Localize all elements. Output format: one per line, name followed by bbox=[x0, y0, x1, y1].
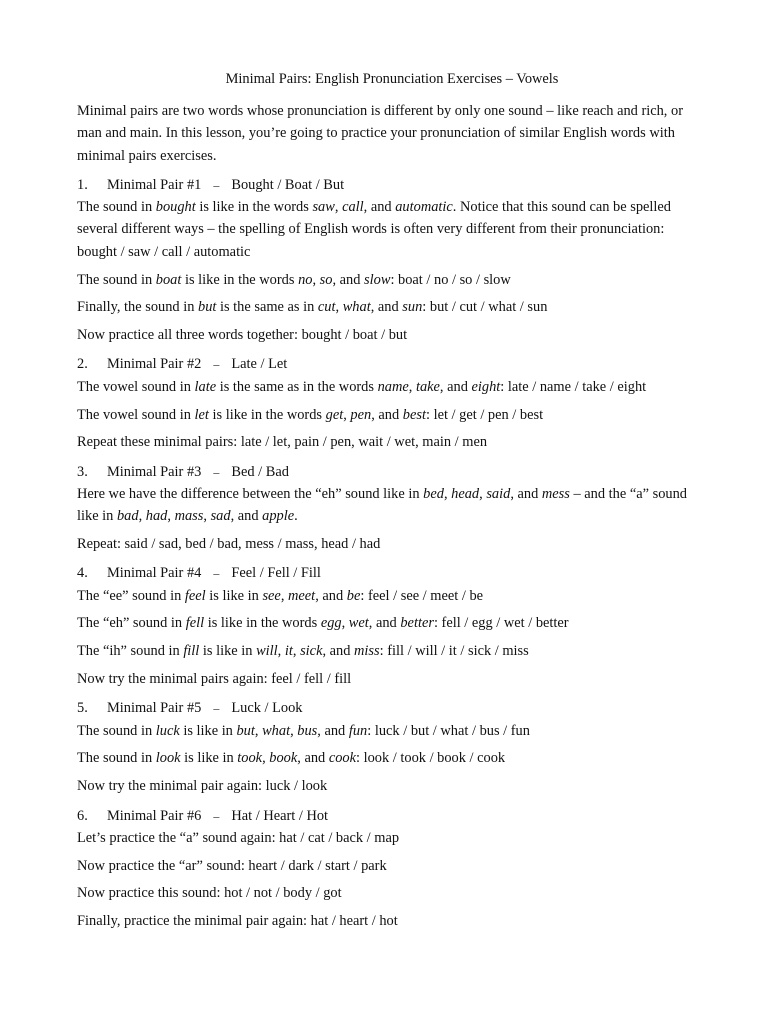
section-label: Minimal Pair #5 bbox=[107, 700, 202, 717]
example-word: book bbox=[269, 750, 298, 767]
section-number: 6. bbox=[77, 807, 88, 824]
section-paragraph: The “ih” sound in fill is like in will, it, sick, and miss: fill / will / it / sick / miss bbox=[77, 643, 529, 660]
section-dash: – bbox=[213, 464, 220, 479]
example-word: fill bbox=[183, 643, 200, 660]
example-word: what bbox=[262, 722, 291, 739]
example-word: mass bbox=[174, 508, 204, 525]
example-word: said bbox=[486, 485, 511, 502]
section-dash: – bbox=[213, 701, 220, 716]
section-dash: – bbox=[213, 177, 220, 192]
example-word: sick bbox=[300, 643, 323, 660]
example-word: slow bbox=[364, 271, 391, 288]
section-words: Bought / Boat / But bbox=[231, 176, 345, 193]
section-number: 5. bbox=[77, 700, 88, 717]
example-word: wet bbox=[348, 615, 369, 632]
example-word: best bbox=[402, 406, 426, 423]
section-dash: – bbox=[213, 566, 220, 581]
section-4 bbox=[77, 562, 707, 690]
section-paragraph: The “ee” sound in feel is like in see, meet, and be: feel / see / meet / be bbox=[77, 587, 484, 604]
example-word: pen bbox=[350, 406, 372, 423]
example-word: bus bbox=[297, 722, 318, 739]
section-number: 1. bbox=[77, 176, 88, 193]
section-words: Late / Let bbox=[231, 356, 288, 373]
example-word: no bbox=[298, 271, 313, 288]
section-number: 4. bbox=[77, 565, 88, 582]
section-6 bbox=[77, 805, 707, 933]
section-label: Minimal Pair #6 bbox=[107, 807, 202, 824]
example-word: what bbox=[342, 299, 371, 316]
section-heading bbox=[77, 805, 707, 827]
section-label: Minimal Pair #3 bbox=[107, 463, 202, 480]
example-word: apple bbox=[262, 508, 295, 525]
section-heading bbox=[77, 461, 707, 483]
example-word: take bbox=[415, 378, 440, 395]
section-1 bbox=[77, 174, 707, 347]
document-page bbox=[77, 68, 707, 938]
example-word: sad bbox=[210, 508, 231, 525]
example-word: egg bbox=[320, 615, 342, 632]
section-paragraph: Finally, practice the minimal pair again: hat / heart / hot bbox=[77, 913, 398, 930]
section-paragraph: Here we have the difference between the “eh” sound like in bed, head, said, and mess – and the “a” sound like in bad, had, mass, sad, and apple. bbox=[77, 485, 687, 525]
example-word: fell bbox=[185, 615, 205, 632]
example-word: miss bbox=[354, 643, 380, 660]
example-word: better bbox=[400, 615, 434, 632]
example-word: let bbox=[194, 406, 209, 423]
section-label: Minimal Pair #2 bbox=[107, 356, 202, 373]
section-heading bbox=[77, 353, 707, 375]
section-label: Minimal Pair #1 bbox=[107, 176, 202, 193]
example-word: took bbox=[237, 750, 263, 767]
example-word: head bbox=[451, 485, 480, 502]
section-paragraph: The sound in look is like in took, book, and cook: look / took / book / cook bbox=[77, 750, 506, 767]
section-paragraph: Let’s practice the “a” sound again: hat / cat / back / map bbox=[77, 829, 400, 846]
example-word: sun bbox=[402, 299, 423, 316]
example-word: will bbox=[256, 643, 278, 660]
example-word: mess bbox=[541, 485, 570, 502]
section-paragraph: The vowel sound in let is like in the words get, pen, and best: let / get / pen / best bbox=[77, 406, 544, 423]
document-title: Minimal Pairs: English Pronunciation Exercises – Vowels bbox=[225, 71, 559, 87]
example-word: meet bbox=[288, 587, 316, 604]
section-heading bbox=[77, 562, 707, 584]
section-number: 3. bbox=[77, 463, 88, 480]
section-paragraph: Now practice this sound: hot / not / body / got bbox=[77, 885, 342, 902]
section-paragraph: Now try the minimal pair again: luck / look bbox=[77, 778, 328, 795]
section-dash: – bbox=[213, 808, 220, 823]
example-word: so bbox=[319, 271, 333, 288]
example-word: feel bbox=[184, 587, 206, 604]
section-number: 2. bbox=[77, 356, 88, 373]
example-word: cut bbox=[317, 299, 336, 316]
example-word: automatic bbox=[395, 199, 453, 216]
sections-container bbox=[77, 174, 707, 933]
section-dash: – bbox=[213, 357, 220, 372]
example-word: call bbox=[342, 199, 364, 216]
section-heading bbox=[77, 174, 707, 196]
section-paragraph: The “eh” sound in fell is like in the words egg, wet, and better: fell / egg / wet / better bbox=[77, 615, 569, 632]
example-word: see bbox=[262, 587, 281, 604]
example-word: late bbox=[194, 378, 217, 395]
example-word: but bbox=[236, 722, 255, 739]
section-2 bbox=[77, 353, 707, 453]
section-paragraph: Finally, the sound in but is the same as in cut, what, and sun: but / cut / what / sun bbox=[77, 299, 548, 316]
section-label: Minimal Pair #4 bbox=[107, 565, 202, 582]
section-words: Bed / Bad bbox=[231, 463, 289, 480]
example-word: be bbox=[346, 587, 361, 604]
section-paragraph: Repeat these minimal pairs: late / let, pain / pen, wait / wet, main / men bbox=[77, 434, 488, 451]
section-paragraph: Now try the minimal pairs again: feel / fell / fill bbox=[77, 671, 352, 688]
section-paragraph: The sound in luck is like in but, what, bus, and fun: luck / but / what / bus / fun bbox=[77, 722, 530, 739]
example-word: bad bbox=[116, 508, 139, 525]
section-paragraph: Now practice the “ar” sound: heart / dark / start / park bbox=[77, 857, 387, 874]
section-paragraph: Repeat: said / sad, bed / bad, mess / mass, head / had bbox=[77, 536, 381, 553]
example-word: had bbox=[145, 508, 168, 525]
example-word: get bbox=[325, 406, 344, 423]
example-word: look bbox=[155, 750, 181, 767]
example-word: name bbox=[377, 378, 409, 395]
example-word: bought bbox=[155, 199, 196, 216]
section-words: Feel / Fell / Fill bbox=[231, 565, 321, 582]
section-words: Hat / Heart / Hot bbox=[231, 807, 329, 824]
section-5 bbox=[77, 697, 707, 797]
example-word: saw bbox=[312, 199, 335, 216]
section-paragraph: The sound in bought is like in the words saw, call, and automatic. Notice that this sound can be spelled several different ways – the spelling of English words is often very different from their pronunciation: bought / saw / call / automatic bbox=[77, 199, 672, 260]
section-paragraph: The vowel sound in late is the same as in the words name, take, and eight: late / name / take / eight bbox=[77, 378, 647, 395]
section-paragraph: The sound in boat is like in the words no, so, and slow: boat / no / so / slow bbox=[77, 271, 511, 288]
example-word: luck bbox=[155, 722, 180, 739]
example-word: it bbox=[284, 643, 293, 660]
section-paragraph: Now practice all three words together: bought / boat / but bbox=[77, 327, 408, 344]
example-word: cook bbox=[328, 750, 357, 767]
example-word: bed bbox=[423, 485, 444, 502]
example-word: boat bbox=[155, 271, 182, 288]
example-word: but bbox=[198, 299, 217, 316]
section-words: Luck / Look bbox=[231, 700, 303, 717]
section-3 bbox=[77, 461, 707, 556]
intro-paragraph: Minimal pairs are two words whose pronunciation is different by only one sound – like reach and rich, or man and main. In this lesson, you’re going to practice your pronunciation of similar English words with minimal pairs exercises. bbox=[77, 103, 683, 164]
example-word: fun bbox=[348, 722, 368, 739]
section-heading bbox=[77, 697, 707, 719]
example-word: eight bbox=[471, 378, 501, 395]
